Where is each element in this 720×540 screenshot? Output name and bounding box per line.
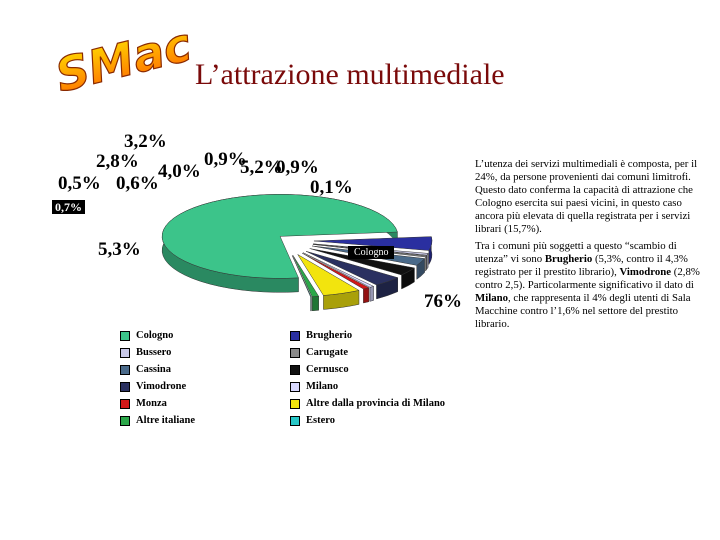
legend-item-altre-provincia: Altre dalla provincia di Milano: [290, 398, 445, 409]
legend-item-cernusco: Cernusco: [290, 364, 349, 375]
pie-slice-side-monza: [363, 288, 369, 303]
legend-item-cologno: Cologno: [120, 330, 173, 341]
legend-swatch: [120, 416, 130, 426]
page-title: L’attrazione multimediale: [195, 58, 505, 91]
legend-swatch: [290, 331, 300, 341]
smac-logo: [48, 17, 197, 103]
legend-swatch: [120, 382, 130, 392]
legend-item-estero: Estero: [290, 415, 335, 426]
legend-swatch: [120, 365, 130, 375]
pie-slice-side-estero: [311, 297, 312, 311]
legend-swatch: [120, 348, 130, 358]
legend-swatch: [290, 365, 300, 375]
slice-label-cernusco: 3,2%: [124, 131, 167, 152]
slice-label-cassina: 2,8%: [96, 151, 139, 172]
pie-slice-side-carugate: [426, 256, 427, 271]
legend-swatch: [290, 348, 300, 358]
legend-item-carugate: Carugate: [290, 347, 348, 358]
legend-item-cassina: Cassina: [120, 364, 171, 375]
legend-swatch: [120, 399, 130, 409]
slice-label-estero: 0,1%: [310, 177, 353, 198]
pie-slice-cologno: [162, 194, 397, 278]
slice-label-brugherio: 5,3%: [98, 239, 141, 260]
pie-chart: [52, 130, 464, 438]
legend-swatch: [290, 416, 300, 426]
pie-slice-side-bussero: [427, 253, 428, 269]
paragraph-1: L’utenza dei servizi multimediali è composta, per il 24%, da persone provenienti dai comuni limitrofi. Questo dato conferma la capacità di attrazione che Cologno esercita sui paesi vicini, in questo caso ancora più elevata di quella registrata per i servizi librari (15,7%).: [475, 158, 698, 235]
legend-swatch: [290, 399, 300, 409]
cologno-callout: Cologno: [348, 246, 394, 259]
slice-label-altre-provincia: 5,2%: [240, 157, 283, 178]
slice-label-bussero: 0,7%: [52, 200, 85, 214]
legend-item-vimodrone: Vimodrone: [120, 381, 186, 392]
legend-item-brugherio: Brugherio: [290, 330, 352, 341]
pie-slice-side-altre-italiane: [312, 296, 319, 310]
svg-text:SMac: SMac: [50, 17, 197, 103]
slice-label-vimodrone: 4,0%: [158, 161, 201, 182]
slice-label-cologno: 76%: [424, 291, 462, 312]
slice-label-altre-italiane: 0,9%: [276, 157, 319, 178]
legend-swatch: [290, 382, 300, 392]
legend-swatch: [120, 331, 130, 341]
legend-item-monza: Monza: [120, 398, 167, 409]
paragraph-2: Tra i comuni più soggetti a questo “scambio di utenza” vi sono Brugherio (5,3%, contro il 4,3% registrato per il prestito librario), Vimodrone (2,8% contro 2,5). Particolarmente significativo il dato di Milano, che rappresenta il 4% degli utenti di Sala Macchine contro l’1,6% nel settore del prestito librario.: [475, 240, 700, 330]
pie-slice-side-milano: [370, 286, 374, 301]
slice-label-milano: 0,6%: [116, 173, 159, 194]
legend-item-milano: Milano: [290, 381, 338, 392]
legend-item-altre-italiane: Altre italiane: [120, 415, 195, 426]
legend-item-bussero: Bussero: [120, 347, 171, 358]
slice-label-carugate: 0,5%: [58, 173, 101, 194]
description-text: [475, 158, 700, 335]
slice-label-monza: 0,9%: [204, 149, 247, 170]
